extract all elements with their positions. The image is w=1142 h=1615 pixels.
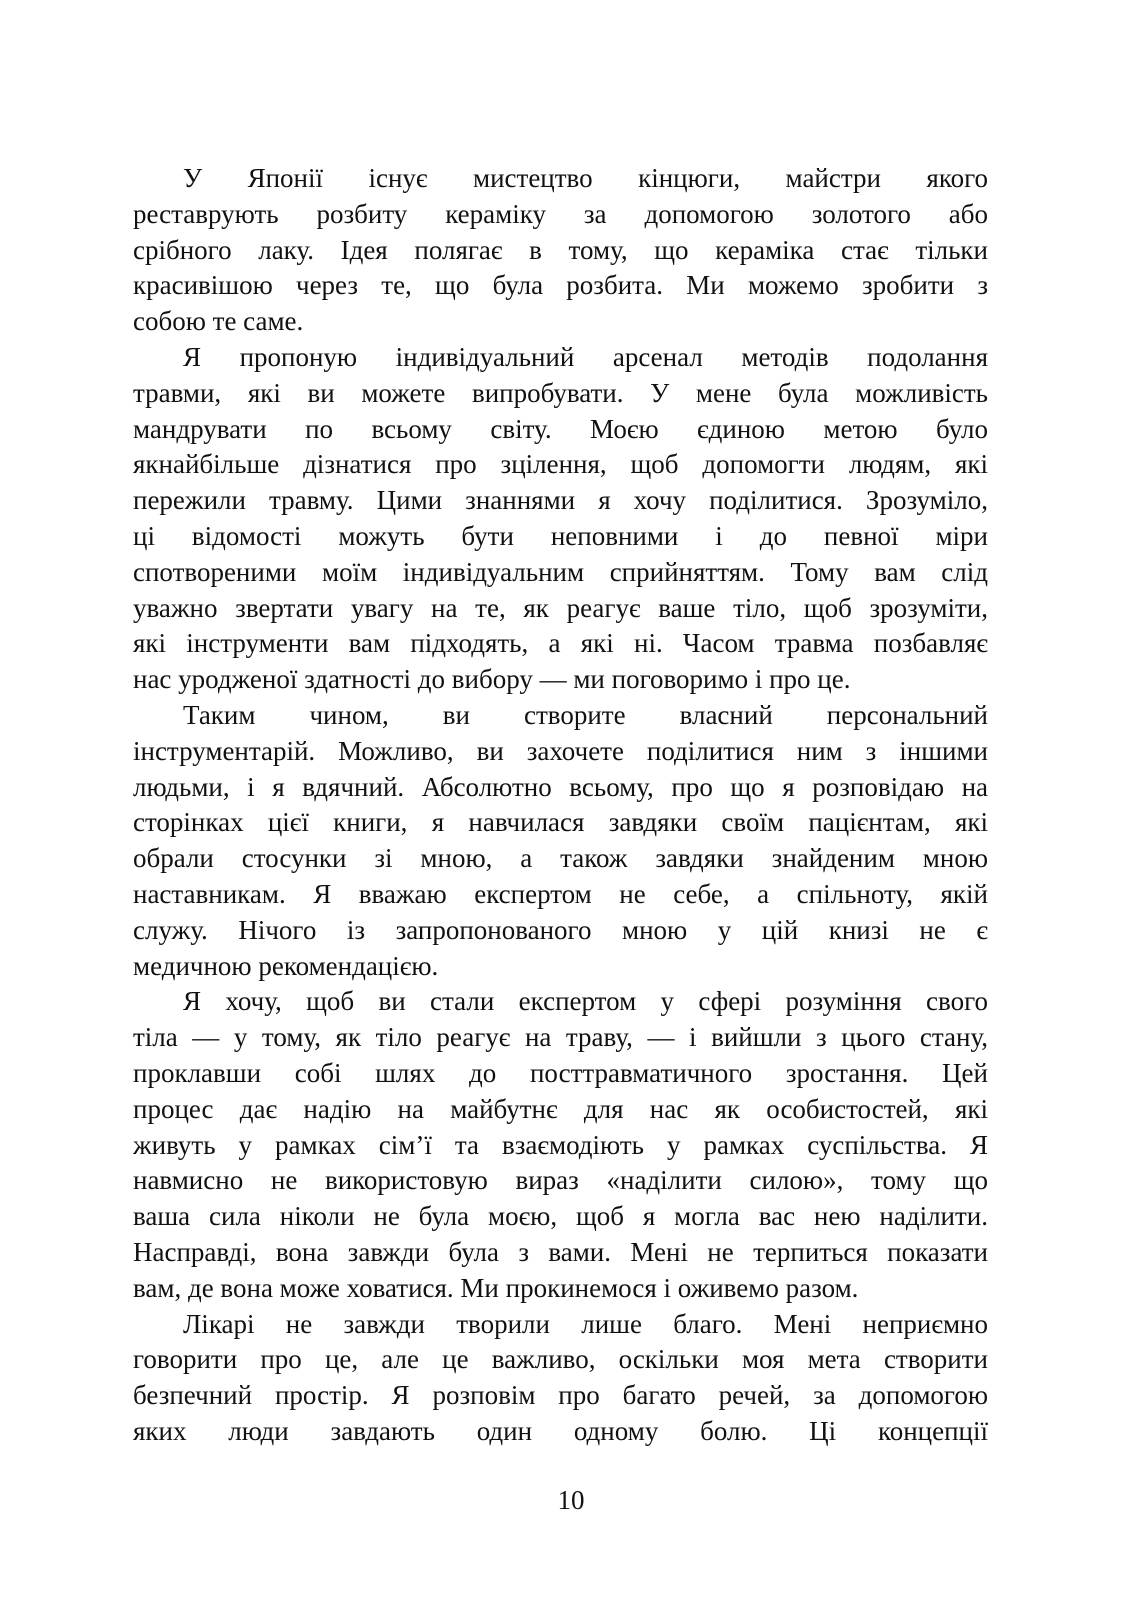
text-line: які інструменти вам підходять, а які ні. Часом травма позбавляє [133,628,988,659]
text-line: Насправді, вона завжди була з вами. Мені не терпиться показати [133,1236,988,1267]
text-line: пережили травму. Цими знаннями я хочу поділитися. Зрозуміло, [133,485,988,516]
text-line: яких люди завдають один одному болю. Ці концепції [133,1415,988,1446]
text-line: Лікарі не завжди творили лише благо. Мені неприємно [183,1308,988,1339]
text-line: живуть у рамках сім’ї та взаємодіють у рамках суспільства. Я [133,1129,988,1160]
text-line: травми, які ви можете випробувати. У мене була можливість [133,377,988,408]
text-line: уважно звертати увагу на те, як реагує ваше тіло, щоб зрозуміти, [133,592,988,623]
text-line: якнайбільше дізнатися про зцілення, щоб допомогти людям, які [133,449,988,480]
text-line: безпечний простір. Я розповім про багато речей, за допомогою [133,1380,988,1411]
text-line: Таким чином, ви створите власний персональний [183,699,988,730]
text-line: У Японії існує мистецтво кінцюги, майстри якого [183,163,988,193]
text-line: наставникам. Я вважаю експертом не себе, а спільноту, якій [133,878,988,909]
text-line: процес дає надію на майбутнє для нас як особистостей, які [133,1093,988,1124]
text-line: навмисно не використовую вираз «наділити силою», тому що [133,1165,988,1196]
text-line: тіла — у тому, як тіло реагує на траву, — і вийшли з цього стану, [133,1022,988,1053]
text-line: сторінках цієї книги, я навчилася завдяки своїм пацієнтам, які [133,807,988,838]
text-line: Я хочу, щоб ви стали експертом у сфері розуміння свого [183,986,988,1017]
text-line: інструментарій. Можливо, ви захочете поділитися ним з іншими [133,735,988,766]
text-line: служу. Нічого із запропонованого мною у цій книзі не є [133,914,988,945]
text-line: Я пропоную індивідуальний арсенал методів подолання [183,341,988,372]
paragraph-5 [133,1307,988,1450]
text-line: ці відомості можуть бути неповними і до певної міри [133,520,988,551]
text-line: медичною рекомендацією. [133,950,439,981]
text-line: говорити про це, але це важливо, оскільки моя мета створити [133,1344,988,1375]
text-line: мандрувати по всьому світу. Моєю єдиною метою було [133,413,988,444]
text-line: собою те саме. [133,306,304,337]
text-line: людьми, і я вдячний. Абсолютно всьому, про що я розповідаю на [133,771,988,802]
text-line: проклавши собі шлях до посттравматичного зростання. Цей [133,1057,988,1088]
text-line: ваша сила ніколи не була моєю, щоб я могла вас нею наділити. [133,1201,988,1232]
text-line: красивішою через те, що була розбита. Ми можемо зробити з [133,270,988,301]
text-line: срібного лаку. Ідея полягає в тому, що кераміка стає тільки [133,234,988,265]
paragraph-1 [133,161,988,340]
text-line: спотвореними моїм індивідуальним сприйняттям. Тому вам слід [133,556,988,587]
body-text [133,161,988,1450]
paragraph-3 [133,698,988,984]
text-line: вам, де вона може ховатися. Ми прокинемося і оживемо разом. [133,1272,859,1303]
text-line: нас уродженої здатності до вибору — ми поговоримо і про це. [133,664,851,695]
paragraph-2 [133,340,988,698]
paragraph-4 [133,984,988,1306]
text-line: обрали стосунки зі мною, а також завдяки знайденим мною [133,843,988,874]
text-line: реставрують розбиту кераміку за допомогою золотого або [133,198,988,229]
page-number: 10 [557,1485,585,1515]
